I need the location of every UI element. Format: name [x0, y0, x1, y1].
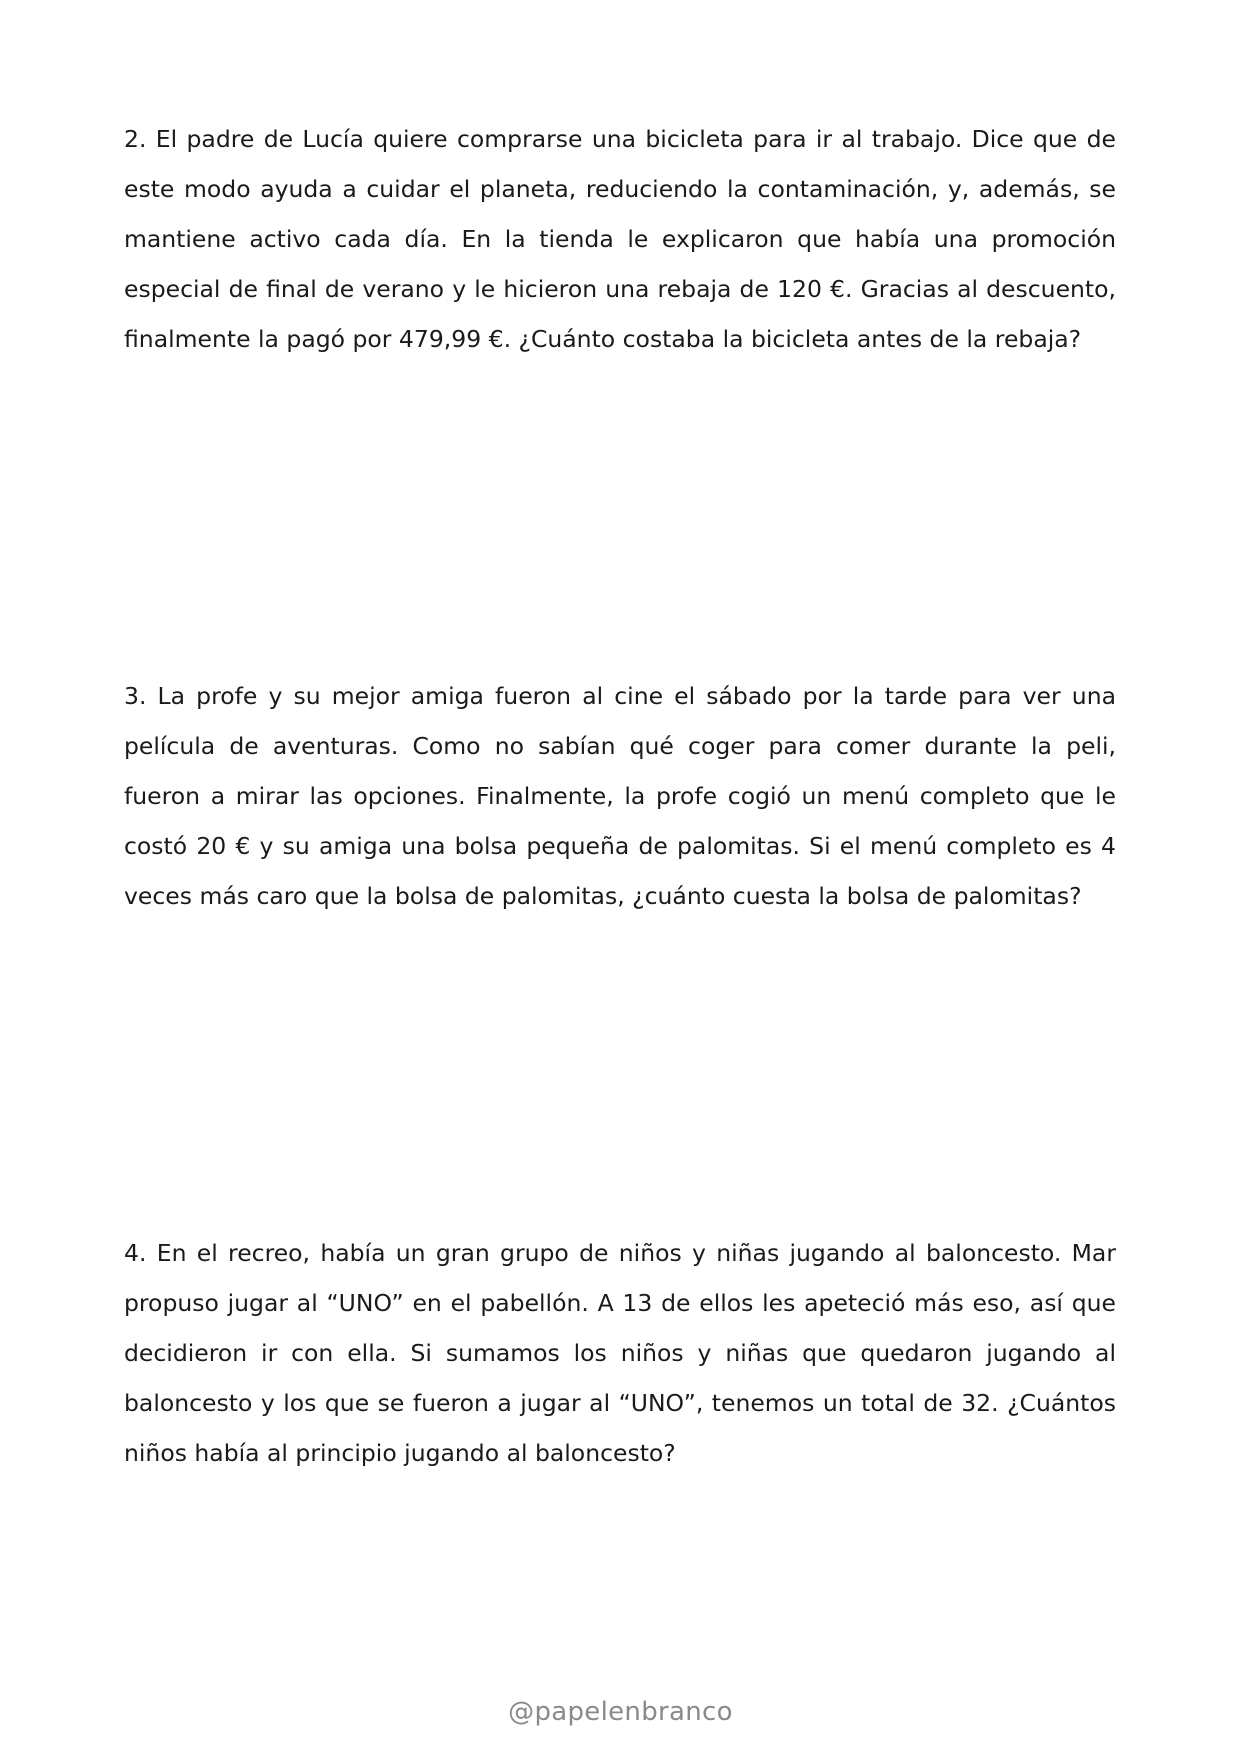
problem-3-text: 3. La profe y su mejor amiga fueron al cine el sábado por la tarde para ver una película de aventuras. Como no sabían qué coger para comer durante la peli, fueron a mirar las opciones. Finalmente, la profe cogió un menú completo que le costó 20 € y su amiga una bolsa pequeña de palomitas. Si el menú completo es 4 veces más caro que la bolsa de palomitas, ¿cuánto cuesta la bolsa de palomitas? [124, 682, 1116, 910]
footer-watermark: @papelenbranco [508, 1697, 733, 1727]
problem-4-text: 4. En el recreo, había un gran grupo de niños y niñas jugando al baloncesto. Mar propuso jugar al “UNO” en el pabellón. A 13 de ellos les apeteció más eso, así que decidieron ir con ella. Si sumamos los niños y niñas que quedaron jugando al baloncesto y los que se fueron a jugar al “UNO”, tenemos un total de 32. ¿Cuántos niños había al principio jugando al baloncesto? [124, 1239, 1116, 1467]
problem-2-text: 2. El padre de Lucía quiere comprarse una bicicleta para ir al trabajo. Dice que de este modo ayuda a cuidar el planeta, reduciendo la contaminación, y, además, se mantiene activo cada día. En la tienda le explicaron que había una promoción especial de final de verano y le hicieron una rebaja de 120 €. Gracias al descuento, finalmente la pagó por 479,99 €. ¿Cuánto costaba la bicicleta antes de la rebaja? [124, 125, 1116, 353]
